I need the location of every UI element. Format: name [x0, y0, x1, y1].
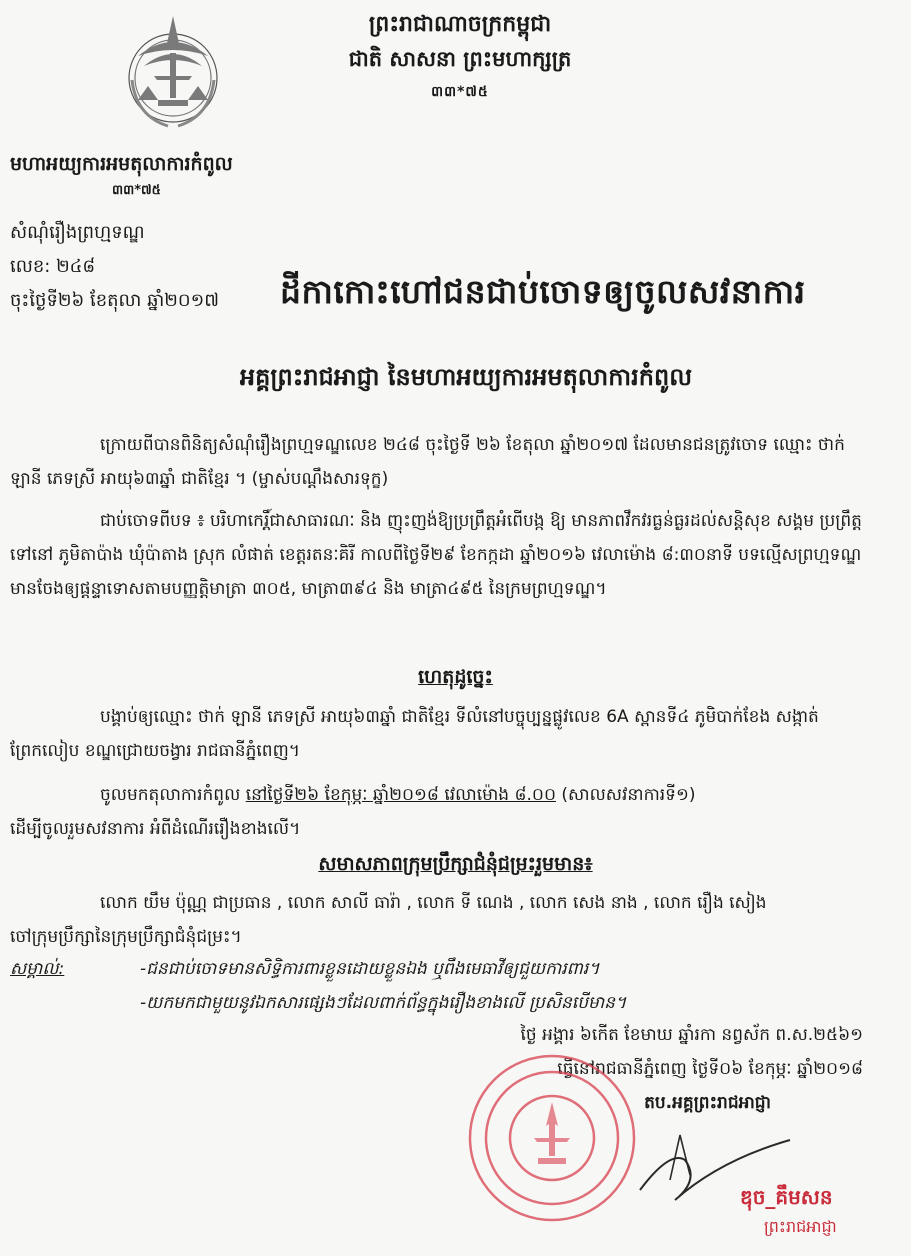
institution-ornament: ៣៣*៧៥ — [112, 183, 161, 198]
hearing-room: (សាលសវនាការទី១) — [561, 785, 696, 805]
header-ornament: ៣៣*៧៥ — [431, 84, 489, 100]
official-stamp-icon — [462, 1050, 642, 1225]
office-line: តប.អគ្គព្រះរាជអាជ្ញា — [644, 1093, 771, 1113]
panel-role: ចៅក្រុមប្រឹក្សានៃក្រុមប្រឹក្សាជំនុំជម្រះ។ — [10, 927, 242, 947]
lunar-date: ថ្ងៃ អង្គារ ៦កេីត ខែមាឃ ឆ្នាំរកា នព្វស័ក ព.ស.២៥៦១ — [520, 1025, 863, 1045]
royal-emblem-icon — [118, 8, 228, 133]
place-date: ធ្វើនៅរាជធានីភ្នំពេញ ថ្ងៃទី០៦ ខែកុម្ភៈ ឆ្នាំ២០១៨ — [557, 1059, 863, 1079]
section-panel-heading: សមាសភាពក្រុមប្រឹក្សាជំនុំជម្រះរួមមាន៖ — [318, 853, 593, 875]
body-paragraph-1: ក្រោយពីបានពិនិត្យសំណុំរឿងព្រហ្មទណ្ឌលេខ ២៤៨ ចុះថ្ងៃទី ២៦ ខែតុលា ឆ្នាំ២០១៧ ដែលមានជនត្រូវចោទ ឈ្មោះ ថាក់ ឡានី ភេទស្រី អាយុ៦៣ឆ្នាំ ជាតិខ្មែរ ។ (ម្ចាស់បណ្ដឹងសារទុក្ខ) — [10, 435, 845, 489]
order-paragraph-3: ដើម្បីចូលរួមសវនាការ អំពីដំណើររឿងខាងលើ។ — [10, 819, 301, 839]
document-title: ដីកាកោះហៅជនជាប់ចោទឲ្យចូលសវនាការ — [280, 272, 806, 311]
signer-name: ឌុច_គឹមសន — [740, 1185, 833, 1209]
note-item-2: -យកមកជាមួយនូវឯកសារផ្សេងៗដែលពាក់ព័ន្ធក្នុងរឿងខាងលើ ប្រសិនបើមាន។ — [140, 993, 627, 1013]
order-paragraph-1: បង្គាប់ឲ្យឈ្មោះ ថាក់ ឡានី ភេទស្រី អាយុ៦៣ឆ្នាំ ជាតិខ្មែរ ទីលំនៅបច្ចុប្បន្នផ្លូវលេខ 6A ស្ពានទី៤ ភូមិបាក់ខែង សង្កាត់ព្រែកលៀប ខណ្ឌជ្រោយចង្វារ រាជធានីភ្នំពេញ។ — [10, 707, 819, 761]
body-paragraph-2: ជាប់ចោទពីបទ ៖ បរិហាកេរ្តិ៍ជាសាធារណៈ និង ញុះញង់ឱ្យប្រព្រឹត្តអំពើបង្ក ឱ្យ មានភាពវឹកវរធ្ងន់ធ្ងរដល់សន្តិសុខ សង្គម ប្រព្រឹត្តទៅនៅ ភូមិតាប៉ាង ឃុំប៉ាតាង ស្រុក លំផាត់ ខេត្តរតនៈគិរី កាលពីថ្ងៃទី២៩ ខែកក្កដា ឆ្នាំ២០១៦ វេលាម៉ោង ៨:៣០នាទី បទល្មើសព្រហ្មទណ្ឌមានចែងឲ្យផ្ដន្ទាទោសតាមបញ្ញត្តិមាត្រា ៣០៥, មាត្រា៣៩៤ និង មាត្រា៤៩៥ នៃក្រមព្រហ្មទណ្ឌ។ — [10, 511, 862, 599]
note-item-1: -ជនជាប់ចោទមានសិទ្ធិការពារខ្លួនដោយខ្លួនឯង ឬពឹងមេធាវីឲ្យជួយការពារ។ — [140, 959, 600, 979]
order-paragraph-2 — [10, 778, 870, 812]
order-summon-text: ចូលមកតុលាការកំពូល — [100, 785, 241, 805]
institution-name: មហាអយ្យការអមតុលាការកំពូល — [10, 153, 233, 175]
section-reason-heading: ហេតុដូច្នេះ — [418, 666, 493, 688]
document-subtitle: អគ្គព្រះរាជអាជ្ញា នៃមហាអយ្យការអមតុលាការកំពូល — [239, 363, 693, 391]
case-file-label: សំណុំរឿងព្រហ្មទណ្ឌ — [10, 222, 145, 243]
note-label: សម្គាល់: — [10, 959, 65, 979]
case-date: ចុះថ្ងៃទី២៦ ខែតុលា ឆ្នាំ២០១៧ — [10, 290, 220, 311]
panel-members: លោក យឹម ប៉ុណ្ណ ជាប្រធាន , លោក សាលី ធារ៉ា , លោក ទី ណេង , លោក សេង នាង , លោក រឿង សៀង — [100, 893, 767, 913]
signer-role: ព្រះរាជអាជ្ញា — [764, 1217, 837, 1236]
hearing-date: នៅថ្ងៃទី២៦ ខែកុម្ភៈ ឆ្នាំ២០១៨ វេលាម៉ោង ៨.០០ — [245, 785, 556, 805]
case-number: លេខ: ២៤៨ — [10, 256, 96, 277]
motto-heading: ជាតិ សាសនា ព្រះមហាក្សត្រ — [348, 47, 572, 71]
kingdom-heading: ព្រះរាជាណាចក្រកម្ពុជា — [368, 12, 552, 37]
